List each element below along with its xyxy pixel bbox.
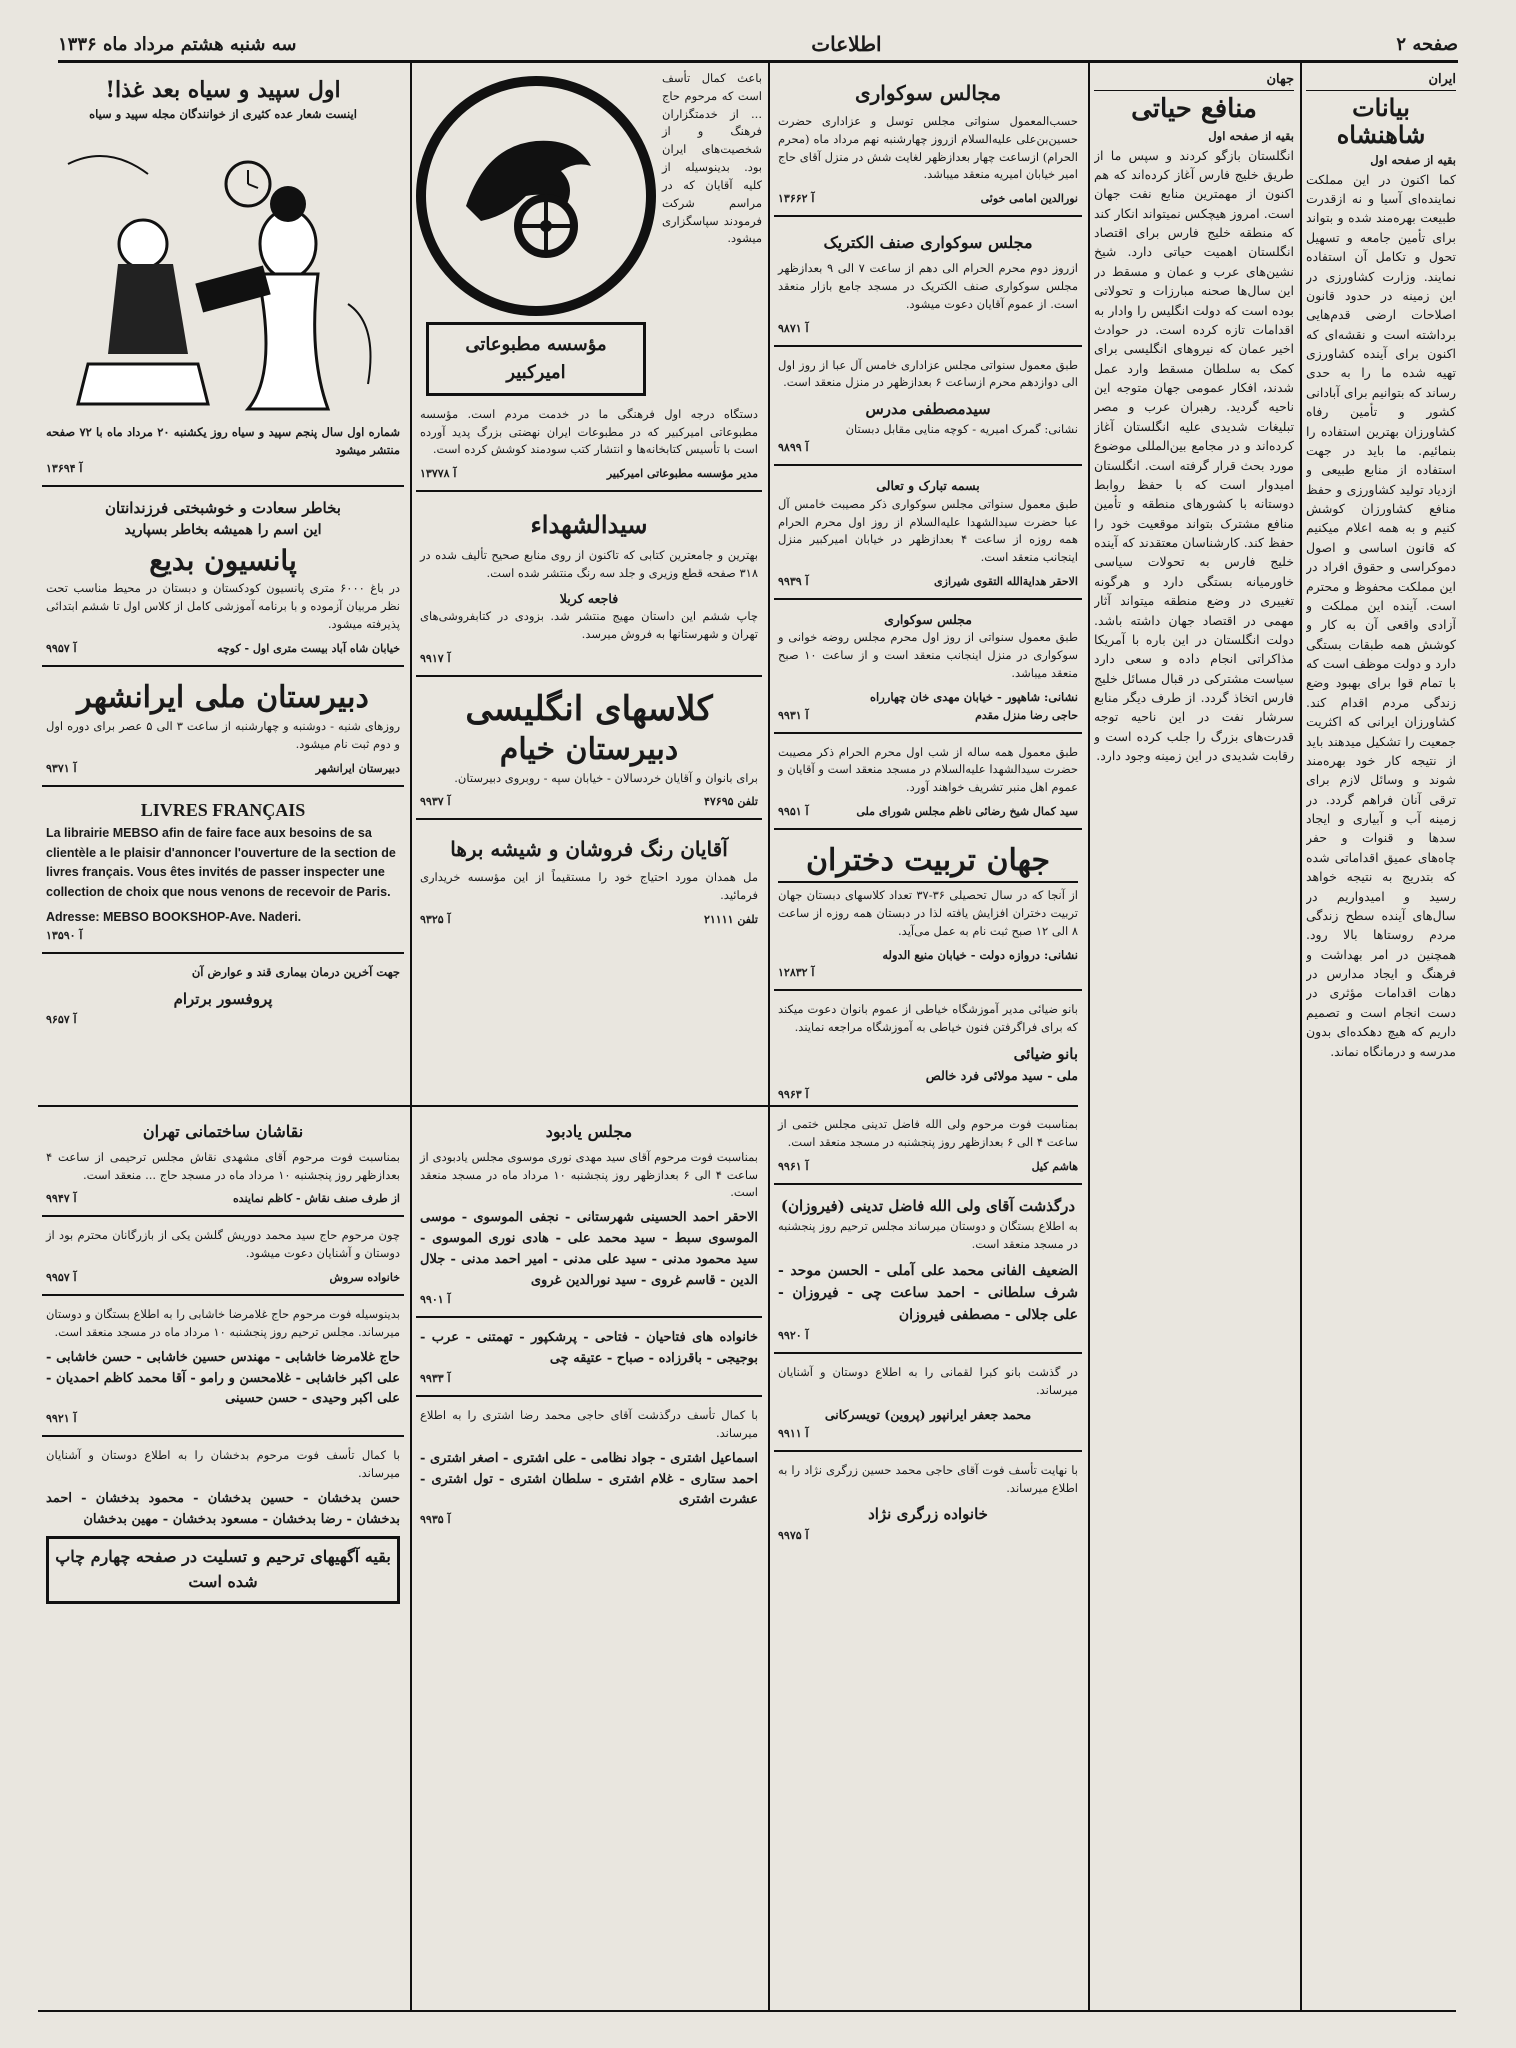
ad-sign: بانو ضیائی (1013, 1045, 1078, 1064)
obit-badakhshan (42, 1443, 404, 1612)
obit-title: نقاشان ساختمانی تهران (142, 1122, 304, 1141)
ad-text-2: چاپ ششم این داستان مهیج منتشر شد. بزودی در کتابفروشی‌های تهران و شهرستانها به فروش میرسد. (420, 609, 758, 642)
ad-tailoring (774, 997, 1082, 1100)
obit-text: بدینوسیله فوت مرحوم حاج غلامرضا خاشابی را به اطلاع بستگان و دوستان میرساند. مجلس ترحیم روز پنجشنبه ۱۰ مرداد ماه در مسجد منعقد است. (45, 1307, 400, 1339)
ad-title: کلاسهای انگلیسی (465, 689, 713, 730)
ad-ref: آ ۹۹۵۱ (778, 805, 809, 819)
amirkabir-logo-block (416, 70, 656, 402)
obit-title: مجلس یادبود (545, 1122, 633, 1141)
article-title: منافع حیاتی (1131, 94, 1257, 125)
continued-notice: بقیه آگهیهای ترحیم و تسلیت در صفحه چهارم چاپ شده است (46, 1536, 400, 1604)
ad-text: La librairie MEBSO afin de faire face aux besoins de sa clientèle a le plaisir d'annoncer l'ouverture de la section de livres français. Vous êtes invités de passer inspecter une collection de choix que nous venons de recevoir de Paris. (46, 826, 396, 899)
section-label: ایران (1306, 70, 1456, 91)
bottom-rule (38, 2010, 1456, 2012)
ad-ref: آ ۹۸۷۱ (778, 321, 809, 335)
col-divider-5 (410, 1107, 412, 2012)
ad-address: نشانی: شاهپور - خیابان مهدی خان چهارراه (870, 689, 1078, 704)
section-label: جهان (1094, 70, 1294, 91)
obit-soroush (42, 1223, 404, 1296)
ad-mourning-3 (774, 353, 1082, 467)
obit-names: الاحقر احمد الحسینی شهرستانی - نجفی الموسوی - موسی الموسوی سبط - سید محمد علی - هادی نوری الموسوی - سید محمود مدنی - سید علی مدنی - امیر احمد مدنی - جلال الدین - قاسم غروی - سید نورالدین غروی (420, 1210, 758, 1288)
col-divider-3 (768, 62, 770, 2012)
obit-ref: آ ۹۹۰۱ (420, 1293, 451, 1307)
ad-ref: آ ۹۹۳۷ (420, 795, 451, 809)
obit-ref: آ ۹۹۳۳ (420, 1372, 451, 1386)
ad-iranshahr-school (42, 673, 404, 787)
obit-loghmani (774, 1360, 1082, 1452)
ad-text: روزهای شنبه - دوشنبه و چهارشنبه از ساعت ۳ الی ۵ عصر برای دوره اول و دوم ثبت نام میشود. (46, 718, 400, 751)
obit-painters (42, 1112, 404, 1217)
ad-ref: آ ۹۳۲۵ (420, 913, 451, 926)
ad-text: برای بانوان و آقایان خردسالان - خیابان سپه - روبروی دبیرستان. (454, 770, 758, 785)
ad-ref: آ ۱۳۶۶۲ (778, 192, 815, 206)
obit-ref: آ ۹۹۵۷ (46, 1271, 77, 1285)
article-body: کما اکنون در این مملکت نماینده‌ای آسیا و نه ازقدرت طبیعت بهره‌مند شده و بتواند برای تأمین جامعه و تسهیل تحول و تکامل آن استفاده نمایند. وزارت کشاورزی در این زمینه در حدود قانون اصلاحات ارضی قدم‌هایی برداشته است و نقشه‌ای که اکنون برای آینده کشاورزی تهیه شده ما را به حدی رساند که بتوانیم برای آبادانی کشور و تأمین رفاه کشاورزان بهترین استفاده را بنمائیم. ما باید در جهت استفاده از منابع طبیعی و ازدیاد تولید کشاورزی و حفظ منافع کشاورزان کوشش کنیم و به همه اعلام میکنیم که قانون اساسی و اصول دموکراسی و حقوق افراد در این مملکت محفوظ و محترم است. آینده این مملکت و آزادی واقعی آن به کار و کوشش همه طبقات بستگی دارد و دولت موظف است که با تمام قوا برای بهبود وضع زندگی مردم اقدام کند. کشاورزان ایرانی که اکثریت جمعیت را تشکیل میدهند باید از نتیجه کار خود بهره‌مند شوند و وسائل لازم برای ترقی آنان فراهم گردد. در زمینه آب و آبیاری و ایجاد سدها و قنوات و حفر چاه‌های عمیق اقداماتی شده که بتدریج به نتیجه خواهد رسید و امیدواریم در سال‌های آینده سطح زندگی مردم روستاها بالا رود. همچنین در امر بهداشت و فرهنگ و ایجاد مدارس در دهات اقدامات مؤثری در دست انجام است و تصمیم داریم که هیچ دهکده‌ای بدون مدرسه و درمانگاه نماند. (1306, 171, 1456, 1059)
ad-ref: آ ۹۹۱۷ (420, 652, 451, 666)
ad-text: مل همدان مورد احتیاج خود را مستقیماً از این مؤسسه خریداری فرمائید. (420, 870, 758, 903)
obit-zargarinejad (774, 1458, 1082, 1552)
ad-english-classes (416, 683, 762, 820)
article-title: بیانات شاهنشاه (1336, 93, 1426, 149)
obit-fattahian (416, 1324, 762, 1397)
ad-ref: آ ۹۸۹۹ (778, 441, 809, 455)
ad-ref: آ ۱۲۸۳۲ (778, 966, 815, 980)
ad-sayed-shohada (416, 498, 762, 677)
ad-sign-2: ملی - سید مولائی فرد خالص (925, 1068, 1078, 1084)
chariot-logo-icon (416, 76, 656, 316)
column-iran (1306, 70, 1456, 2005)
ad-ref: آ ۹۳۷۱ (46, 761, 77, 775)
ad-sepid-siah (42, 70, 404, 487)
ad-mourning-5 (774, 606, 1082, 734)
ad-mourning-6 (774, 740, 1082, 830)
obit-ref: آ ۹۹۲۰ (778, 1328, 809, 1342)
paper-title: اطلاعات (811, 32, 882, 56)
ad-sign: پروفسور برترام (173, 990, 273, 1009)
column-world (1094, 70, 1294, 2005)
ad-phone: تلفن ۴۷۶۹۵ (703, 795, 758, 809)
obit-ref: آ ۹۹۲۱ (46, 1412, 77, 1426)
obit-text: چون مرحوم حاج سید محمد دوریش گلشن یکی از بازرگانان محترم بود از دوستان و آشنایان دعوت میشود. (46, 1228, 400, 1261)
ad-livres-francais (42, 793, 404, 955)
obit-sign: خانواده زرگری نژاد (868, 1505, 988, 1524)
ad-mourning-1 (774, 70, 1082, 217)
column-obits-left (42, 1112, 404, 2007)
ad-address: Adresse: MEBSO BOOKSHOP-Ave. Naderi. (46, 909, 302, 924)
ad-title: دبیرستان ملی ایرانشهر (77, 679, 369, 715)
obit-ref: آ ۹۹۴۷ (46, 1192, 77, 1206)
ad-sign: الاحقر هدایةالله التقوی شیرازی (934, 574, 1078, 588)
ad-address: خیابان شاه آباد بیست متری اول - کوچه (217, 641, 400, 655)
obit-text: با کمال تأسف فوت مرحوم بدخشان را به اطلاع دوستان و آشنایان میرساند. (46, 1448, 400, 1481)
cartoon-illustration (46, 124, 400, 424)
ad-mourning-electric (774, 223, 1082, 346)
obit-fazel-2 (774, 1191, 1082, 1354)
obit-text: با نهایت تأسف فوت آقای حاجی محمد حسین زرگری نژاد را به اطلاع میرساند. (778, 1462, 1078, 1495)
ad-sign: نورالدین امامی خوئی (980, 192, 1078, 206)
obit-names: الضعیف الفانی محمد علی آملی - الحسن موحد - شرف سلطانی - احمد ساعت چی - فیروزان - علی جلالی - مصطفی فیروزان (778, 1262, 1078, 1324)
ad-sign: سیدمصطفی مدرس (865, 400, 991, 419)
ad-text: طبق معمول همه ساله از شب اول محرم الحرام ذکر مصیبت حضرت سیدالشهدا علیه‌السلام در مسجد منعقد است و آقایان و عموم اهل منبر تشریف خواهند آورد. (778, 744, 1078, 795)
column-ads-center (774, 70, 1082, 1100)
obit-khashabi (42, 1302, 404, 1437)
continued-note: بقیه از صفحه اول (1370, 152, 1456, 167)
obit-sign: محمد جعفر ایرانپور (پروین) تویسرکانی (824, 1407, 1032, 1423)
column-amirkabir (416, 70, 762, 1100)
ad-title: پانسیون بدیع (149, 543, 297, 577)
column-obits-right (774, 1112, 1082, 2007)
ad-text: طبق معمول سنواتی از روز اول محرم مجلس روضه خوانی و سوکواری در منزل اینجانب منعقد است و از ساعت ۱۰ صبح منعقد میباشد. (778, 630, 1078, 680)
ad-address: نشانی: گمرک امیریه - کوچه منایی مقابل دبستان (845, 422, 1078, 437)
ad-heading: بخاطر سعادت و خوشبختی فرزندانتان (105, 498, 341, 517)
ad-text: باعث کمال تأسف است که مرحوم حاج ... از خدمتگزاران فرهنگ و از شخصیت‌های ایران بود. بدینوسیله از کلیه آقایان که در مراسم شرکت فرمودند سپاسگزاری میشود. (662, 71, 762, 246)
ad-ref: آ ۹۹۳۱ (778, 708, 809, 722)
ad-ref: آ ۹۹۵۷ (46, 641, 77, 655)
ad-text: حسب‌المعمول سنواتی مجلس توسل و عزاداری حضرت حسین‌بن‌علی علیه‌السلام ازروز چهارشنبه نهم مرداد ماه (محرم الحرام) ازساعت چهار بعدازظهر لغایت شش در منزل آقای حاج امیر خیابان امیریه منعقد میباشد. (778, 114, 1078, 182)
column-obits-center (416, 1112, 762, 2007)
ad-pansion-badi (42, 493, 404, 667)
col-divider-4 (410, 62, 412, 1107)
ad-subtitle: دبیرستان خیام (499, 731, 679, 767)
page-number: صفحه ۲ (1396, 33, 1458, 55)
obit-text: بمناسبت فوت مرحوم آقای سید مهدی نوری موسوی مجلس یادبودی از ساعت ۴ الی ۶ بعدازظهر روز پنجشنبه ۱۰ مرداد ماه در مسجد منعقد است. (420, 1149, 759, 1200)
ad-text: از آنجا که در سال تحصیلی ۳۶-۳۷ تعداد کلاسهای دبستان جهان تربیت دختران افزایش یافته لذا در دبستان همه روزه از ساعت ۸ الی ۱۲ صبح ثبت نام به عمل می‌آید. (778, 888, 1078, 938)
ad-text: شماره اول سال پنجم سپید و سیاه روز یکشنبه ۲۰ مرداد ماه با ۷۲ صفحه منتشر میشود (46, 425, 400, 457)
ad-girls-school (774, 836, 1082, 991)
obit-fazel-1 (774, 1112, 1082, 1185)
obit-memorial (416, 1112, 762, 1318)
ad-text: ازروز دوم محرم الحرام الی دهم از ساعت ۷ الی ۹ بعدازظهر مجلس سوکواری صنف الکتریک در مسجد جامع بازار منعقد است. از عموم آقایان دعوت میشود. (778, 261, 1078, 311)
ad-title: سیدالشهداء (530, 510, 648, 540)
obit-text: بمناسبت فوت مرحوم آقای مشهدی نقاش مجلس ترحیمی از ساعت ۴ بعدازظهر روز پنجشنبه ۱۰ مرداد ماه در مسجد حاج ... منعقد است. (46, 1149, 400, 1182)
obit-text: به اطلاع بستگان و دوستان میرساند مجلس ترحیم روز پنجشنبه در مسجد منعقد است. (778, 1218, 1078, 1251)
ad-ref: آ ۹۹۳۹ (778, 574, 809, 588)
ad-mourning-4 (774, 472, 1082, 600)
ad-title: LIVRES FRANÇAIS (140, 799, 306, 820)
obit-text: در گذشت بانو کبرا لقمانی را به اطلاع دوستان و آشنایان میرساند. (778, 1364, 1078, 1397)
ad-ref: آ ۱۳۷۷۸ (420, 467, 457, 481)
obit-text: بمناسبت فوت مرحوم ولی الله فاضل تدینی مجلس ختمی از ساعت ۴ الی ۶ بعدازظهر روز پنجشنبه در مسجد منعقد است. (778, 1117, 1078, 1149)
ad-ref: آ ۱۳۵۹۰ (46, 929, 83, 943)
ad-text: بهترین و جامعترین کتابی که تاکنون از روی منابع صحیح تألیف شده در ۳۱۸ صفحه قطع وزیری و جلد سه رنگ منتشر شده است. (420, 548, 758, 581)
ad-text: طبق معمول سنواتی مجلس سوکواری ذکر مصیبت خامس آل عبا حضرت سیدالشهدا علیه‌السلام از روز اول محرم الحرام همه روزه از ساعت ۴ بعدازظهر در خیابان امیرکبیر منزل اینجانب منعقد است. (778, 496, 1078, 565)
obit-ref: آ ۹۹۷۵ (778, 1528, 809, 1542)
obit-names: اسماعیل اشتری - جواد نظامی - علی اشتری - اصغر اشتری - احمد ستاری - غلام اشتری - سلطان اشتری - تول اشتری - عشرت اشتری (420, 1450, 758, 1508)
ad-title: بسمه تبارک و تعالی (876, 478, 980, 494)
obit-names: خانواده های فتاحیان - فتاحی - پرشکپور - تهمتنی - عرب - بوجیجی - باقرزاده - صباح - عتیقه چی (420, 1330, 758, 1367)
issue-date: سه شنبه هشتم مرداد ماه ۱۳۳۶ (58, 33, 297, 55)
obit-ashtari (416, 1403, 762, 1536)
column-left-ads (42, 70, 404, 1100)
ad-text: بانو ضیائی مدیر آموزشگاه خیاطی از عموم بانوان دعوت میکند که برای فراگرفتن فنون خیاطی به آموزشگاه مراجعه نمایند. (778, 1002, 1078, 1035)
ad-ref: آ ۹۹۶۳ (778, 1087, 809, 1100)
col-divider-2 (1088, 62, 1090, 2012)
ad-title: مجلس سوکواری (884, 611, 972, 627)
header-rule (58, 60, 1458, 63)
ad-diabetes (42, 960, 404, 1036)
ad-title: جهان تربیت دختران (778, 844, 1078, 883)
obit-ref: آ ۹۹۱۱ (778, 1426, 809, 1440)
ad-text: طبق معمول سنواتی مجلس عزاداری خامس آل عبا از روز اول الی دوازدهم محرم ازساعت ۶ بعدازظهر در منزل منعقد است. (778, 357, 1078, 390)
ad-title: مجالس سوکواری (854, 81, 1002, 105)
ad-title: اول سپید و سیاه بعد غذا! (105, 77, 341, 103)
obit-names: حاج غلامرضا خاشابی - مهندس حسین خاشابی - حسن خاشابی - علی اکبر خاشابی - غلامحسن و رامو - آقا محمد کاظم احمدیان - علی اکبر وحیدی - حسن حسینی (46, 1349, 400, 1407)
obit-sign: از طرف صنف نقاش - کاظم نماینده (233, 1192, 400, 1206)
ad-ref: آ ۱۳۶۹۴ (46, 461, 83, 475)
continued-note: بقیه از صفحه اول (1208, 128, 1294, 143)
section-rule (38, 1105, 1078, 1107)
ad-sign: مدیر مؤسسه مطبوعاتی امیرکبیر (606, 467, 758, 481)
ad-subtitle: این اسم را همیشه بخاطر بسپارید (124, 521, 322, 538)
obit-names: حسن بدخشان - حسین بدخشان - محمود بدخشان - احمد بدخشان - رضا بدخشان - مسعود بدخشان - مهین بدخشان (46, 1490, 400, 1527)
ad-subtitle: اینست شعار عده کثیری از خوانندگان مجله سپید و سیاه (89, 107, 357, 122)
ad-subtitle: فاجعه کربلا (559, 591, 619, 607)
ad-phone: تلفن ۲۱۱۱۱ (703, 913, 758, 926)
col-divider-1 (1300, 62, 1302, 2012)
obit-text: با کمال تأسف درگذشت آقای حاجی محمد رضا اشتری را به اطلاع میرساند. (420, 1408, 758, 1440)
obit-sign: خانواده سروش (329, 1271, 400, 1285)
ad-sign: حاجی رضا منزل مقدم (975, 708, 1078, 722)
page-header (58, 28, 1458, 60)
ad-sign: دبیرستان ایرانشهر (315, 761, 400, 775)
obit-ref: آ ۹۹۳۵ (420, 1513, 451, 1527)
article-body: انگلستان بازگو کردند و سپس ما از طریق خلیج فارس آغاز کرده‌اند که هم اکنون از مهمترین منابع نفت جهان است. امروز هیچکس نمیتواند انکار کند که منطقه خلیج فارس برای اقتصاد انگلستان اهمیت حیاتی دارد. شیخ نشین‌های عرب و عمان و مسقط در این سال‌ها صحنه مبارزات و تحولاتی بوده است که دولت انگلیس را وادار به اقدامات تازه کرده است. در حوادث اخیر عمان که نیروهای انگلیسی برای کمک به سلطان مسقط وارد عمل شدند، افکار عمومی جهان متوجه این ناحیه گردید. رهبران عرب و مصر تبلیغات شدیدی علیه انگلستان آغاز کرده‌اند و در مجامع بین‌المللی موضوع مورد بحث قرار گرفته است. انگلستان امیدوار است که با حفظ روابط دوستانه با کشورهای منطقه و تأمین منافع مشترک بتواند موقعیت خود را حفظ کند. کارشناسان معتقدند که آینده خلیج فارس به تحولات سیاسی خاورمیانه بستگی دارد و هرگونه تغییری در وضع منطقه میتواند آثار مهمی در اقتصاد جهان داشته باشد. دولت انگلستان در این باره با آمریکا مذاکراتی انجام داده و سعی دارد سیاست مشترکی در قبال مسائل خلیج فارس اتخاذ گردد. از طرف دیگر منابع سرشار نفت در این ناحیه توجه قدرت‌های بزرگ را جلب کرده است و رقابت شدیدی در این زمینه وجود دارد. (1094, 147, 1294, 764)
ad-address: نشانی: دروازه دولت - خیابان منیع الدوله (882, 947, 1078, 962)
ad-amirkabir (416, 402, 762, 492)
ad-text: دستگاه درجه اول فرهنگی ما در خدمت مردم است. مؤسسه مطبوعاتی امیرکبیر که در مطبوعات ایران نهضتی بزرگ پدید آورده است با تأسیس کتابخانه‌ها و انتشار کتب سودمند کوشش کرده است. (420, 406, 758, 457)
ad-text: در باغ ۶۰۰۰ متری پانسیون کودکستان و دبستان در محیط مناسب تحت نظر مربیان آزموده و با برنامه آموزشی کامل از کلاس اول تا ششم ابتدائی پذیرفته میشود. (46, 581, 400, 632)
obit-title: درگذشت آقای ولی الله فاضل تدینی (فیروزان) (780, 1196, 1076, 1215)
ad-paint-sellers (416, 826, 762, 936)
ad-sign: سید کمال شیخ رضائی ناظم مجلس شورای ملی (856, 805, 1078, 819)
ad-title: آقایان رنگ فروشان و شیشه برها (450, 837, 728, 862)
amirkabir-banner: مؤسسه مطبوعاتی امیرکبیر (426, 322, 646, 396)
ad-ref: آ ۹۶۵۷ (46, 1013, 77, 1027)
obit-sign: هاشم کیل (1031, 1159, 1078, 1173)
ad-text: جهت آخرین درمان بیماری قند و عوارض آن (191, 965, 400, 980)
obit-ref: آ ۹۹۶۱ (778, 1159, 809, 1173)
ad-title: مجلس سوکواری صنف الکتریک (823, 233, 1033, 253)
